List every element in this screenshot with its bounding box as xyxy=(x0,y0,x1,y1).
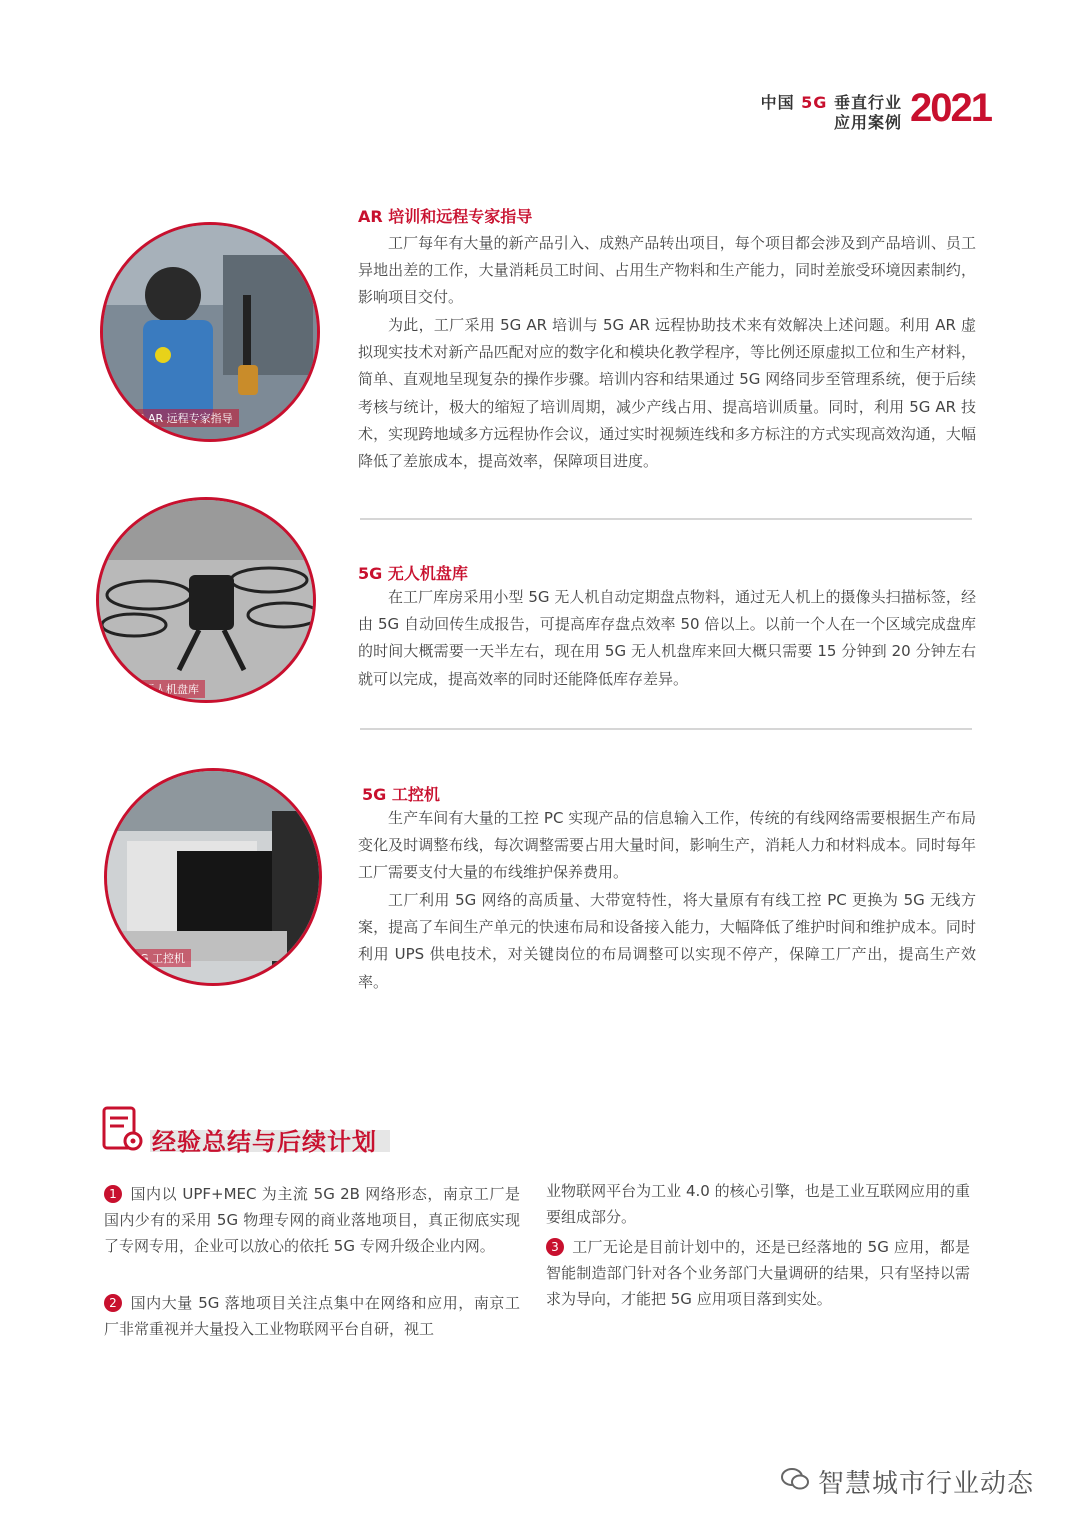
section-divider xyxy=(360,728,972,730)
section-paragraph: 工厂利用 5G 网络的高质量、大带宽特性，将大量原有有线工控 PC 更换为 5G 无线方案，提高了车间生产单元的快速布局和设备接入能力，大幅降低了维护时间和维护成本。同时利用 UPS 供电技术，对关键岗位的布局调整可以实现不停产，保障工厂产出，提高生产效率。 xyxy=(358,891,976,991)
photo-caption: 5G 无人机盘库 xyxy=(119,680,205,698)
section-title-ar: AR 培训和远程专家指导 xyxy=(358,207,533,226)
photo-drone xyxy=(96,497,316,703)
section-paragraph: 为此，工厂采用 5G AR 培训与 5G AR 远程协助技术来有效解决上述问题。利用 AR 虚拟现实技术对新产品匹配对应的数字化和模块化教学程序，等比例还原虚拟工位和生产材料，简单、直观地呈现复杂的操作步骤。培训内容和结果通过 5G 网络同步至管理系统，便于后续考核与统计，极大的缩短了培训周期，减少产线占用、提高培训质量。同时，利用 5G AR 技术，实现跨地域多方远程协作会议，通过实时视频连线和多方标注的方式实现高效沟通，大幅降低了差旅成本，提高效率，保障项目进度。 xyxy=(358,316,976,471)
summary-item-text: 国内以 UPF+MEC 为主流 5G 2B 网络形态，南京工厂是国内少有的采用 5G 物理专网的商业落地项目，真正彻底实现了专网专用，企业可以放心的依托 5G 专网升级企业内网。 xyxy=(104,1185,520,1255)
watermark: 智慧城市行业动态 xyxy=(818,1469,1035,1499)
header-line-2: 应用案例 xyxy=(833,113,902,132)
summary-item-text: 工厂无论是目前计划中的，还是已经落地的 5G 应用，都是智能制造部门针对各个业务部门大量调研的结果，只有坚持以需求为导向，才能把 5G 应用项目落到实处。 xyxy=(546,1238,970,1308)
section-divider xyxy=(360,518,972,520)
ar-worker-illustration xyxy=(103,225,317,439)
photo-caption: 5G AR 远程专家指导 xyxy=(123,409,239,427)
summary-item-2-continued xyxy=(546,1178,970,1230)
summary-item-text: 业物联网平台为工业 4.0 的核心引擎，也是工业互联网应用的重要组成部分。 xyxy=(546,1182,970,1226)
photo-caption: 5G 工控机 xyxy=(127,949,191,967)
wechat-logo-icon xyxy=(780,1466,810,1492)
section-title-industrial-pc: 5G 工控机 xyxy=(362,785,440,804)
item-number-badge: 1 xyxy=(104,1185,122,1203)
header-industry: 垂直行业 xyxy=(827,93,902,112)
summary-item-2 xyxy=(104,1290,520,1342)
header-country: 中国 xyxy=(760,93,802,112)
item-number-badge: 3 xyxy=(546,1238,564,1256)
summary-item-text: 国内大量 5G 落地项目关注点集中在网络和应用，南京工厂非常重视并大量投入工业物联网平台自研，视工 xyxy=(104,1294,520,1338)
section-paragraph: 生产车间有大量的工控 PC 实现产品的信息输入工作，传统的有线网络需要根据生产布局变化及时调整布线，每次调整需要占用大量时间，影响生产，消耗人力和材料成本。同时每年工厂需要支付大量的布线维护保养费用。 xyxy=(358,809,976,882)
section-title-drone: 5G 无人机盘库 xyxy=(358,564,468,583)
document-gear-icon xyxy=(102,1106,144,1152)
photo-industrial-pc xyxy=(104,768,322,986)
photo-ar-training xyxy=(100,222,320,442)
summary-item-1 xyxy=(104,1181,520,1259)
header-year: 2021 xyxy=(910,86,991,130)
drone-illustration xyxy=(99,500,313,700)
summary-title: 经验总结与后续计划 xyxy=(152,1128,377,1156)
summary-item-3 xyxy=(546,1234,970,1312)
header-5g: 5G xyxy=(801,93,828,112)
section-paragraph: 工厂每年有大量的新产品引入、成熟产品转出项目，每个项目都会涉及到产品培训、员工异地出差的工作，大量消耗员工时间、占用生产物料和生产能力，同时差旅受环境因素制约，影响项目交付。 xyxy=(358,234,976,307)
summary-icon xyxy=(102,1106,144,1152)
section-paragraph: 在工厂库房采用小型 5G 无人机自动定期盘点物料，通过无人机上的摄像头扫描标签，经由 5G 自动回传生成报告，可提高库存盘点效率 50 倍以上。以前一个人在一个区域完成盘库的时间大概需要一天半左右，现在用 5G 无人机盘库来回大概只需要 15 分钟到 20 分钟左右就可以完成，提高效率的同时还能降低库存差异。 xyxy=(358,588,976,688)
item-number-badge: 2 xyxy=(104,1294,122,1312)
wechat-icon xyxy=(780,1466,810,1492)
